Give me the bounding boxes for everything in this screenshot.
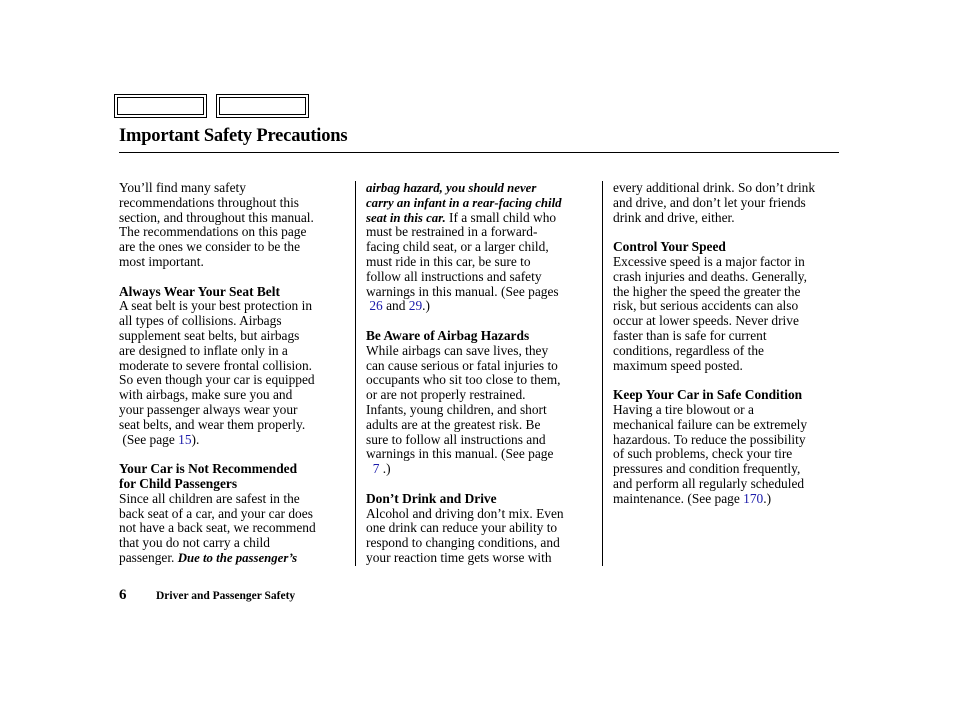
text-line: seat in this car. If a small child who xyxy=(366,209,557,225)
column-3 xyxy=(613,181,845,507)
text-line: must ride in this car, be sure to xyxy=(366,253,531,269)
text-line: occur at lower speeds. Never drive xyxy=(613,313,799,329)
section-heading-child-passengers: Your Car is Not Recommended xyxy=(119,461,298,477)
text-line: or are not properly restrained. xyxy=(366,387,526,403)
emphasis-text: seat in this car. xyxy=(366,210,446,225)
page-link-29[interactable]: 29 xyxy=(408,298,423,314)
page-link-15[interactable]: 15 xyxy=(178,431,192,447)
page-link-7[interactable]: 7 xyxy=(372,461,380,477)
emphasis-text: airbag hazard, you should never xyxy=(366,181,537,195)
text-line: crash injuries and deaths. Generally, xyxy=(613,268,807,284)
text-line: supplement seat belts, but airbags xyxy=(119,327,300,343)
safe-condition-paragraph xyxy=(613,403,845,507)
text-line: one drink can reduce your ability to xyxy=(366,520,558,536)
airbag-paragraph xyxy=(366,344,598,477)
drink-drive-paragraph xyxy=(366,507,598,566)
section-heading-safe-condition: Keep Your Car in Safe Condition xyxy=(613,387,803,403)
text-line: seat belts, and wear them properly. xyxy=(119,416,306,432)
section-heading-airbag-hazards: Be Aware of Airbag Hazards xyxy=(366,327,530,343)
page-link-26[interactable]: 26 xyxy=(369,298,383,314)
text-line: that you do not carry a child xyxy=(119,535,270,551)
page-number: 6 xyxy=(119,587,127,603)
text-line: are designed to inflate only in a xyxy=(119,342,288,358)
text-line: warnings in this manual. (See page xyxy=(366,446,554,462)
page-link-170[interactable]: 170 xyxy=(743,490,764,506)
text-line: occupants who sit too close to them, xyxy=(366,372,561,388)
text-line: drink and drive, either. xyxy=(613,209,735,225)
section-footer-label: Driver and Passenger Safety xyxy=(156,590,296,602)
intro-paragraph xyxy=(119,181,351,270)
see-page-reference: 26 and 29.) xyxy=(369,298,430,314)
text-line: Infants, young children, and short xyxy=(366,401,547,417)
text-line: not have a back seat, we recommend xyxy=(119,520,316,536)
text-line: You’ll find many safety xyxy=(119,180,246,195)
text-line: Since all children are safest in the xyxy=(119,490,300,506)
text-line: conditions, regardless of the xyxy=(613,342,764,358)
text-line: The recommendations on this page xyxy=(119,224,307,240)
text-line: every additional drink. So don’t drink xyxy=(613,180,816,195)
see-page-reference: 7 .) xyxy=(372,461,391,477)
text-line: While airbags can save lives, they xyxy=(366,342,549,358)
page-title: Important Safety Precautions xyxy=(119,126,348,146)
text-line: follow all instructions and safety xyxy=(366,268,542,284)
text-line: the higher the speed the greater the xyxy=(613,283,801,299)
text-line: passenger. Due to the passenger’s xyxy=(119,549,298,565)
section-heading-child-passengers-cont: for Child Passengers xyxy=(119,475,238,491)
text-line: Excessive speed is a major factor in xyxy=(613,253,805,269)
text-line: Having a tire blowout or a xyxy=(613,401,754,417)
text-line: of such problems, check your tire xyxy=(613,446,793,462)
column-divider xyxy=(355,181,356,566)
text-line: can cause serious or fatal injuries to xyxy=(366,357,558,373)
text-line: back seat of a car, and your car does xyxy=(119,505,313,521)
section-heading-seat-belt: Always Wear Your Seat Belt xyxy=(119,283,280,299)
seat-belt-paragraph xyxy=(119,299,351,447)
drink-drive-continued xyxy=(613,181,845,225)
text-line: So even though your car is equipped xyxy=(119,372,315,388)
text-line: moderate to severe frontal collision. xyxy=(119,357,312,373)
column-divider xyxy=(602,181,603,566)
section-heading-control-speed: Control Your Speed xyxy=(613,239,726,255)
nav-tab-previous[interactable] xyxy=(114,94,207,118)
column-2 xyxy=(366,181,598,566)
text-line: hazardous. To reduce the possibility xyxy=(613,431,806,447)
text-line: recommendations throughout this xyxy=(119,194,300,210)
see-page-reference: maintenance. (See page 170.) xyxy=(613,490,772,506)
section-heading-drink-drive: Don’t Drink and Drive xyxy=(366,490,497,506)
column-1 xyxy=(119,181,351,566)
text-line: your passenger always wear your xyxy=(119,401,298,417)
title-divider xyxy=(119,152,839,153)
text-line: with airbags, make sure you and xyxy=(119,387,293,403)
emphasis-text: Due to the passenger’s xyxy=(177,550,298,565)
text-line: faster than is safe for current xyxy=(613,327,767,343)
child-passengers-paragraph xyxy=(119,492,351,566)
see-page-reference: (See page 15). xyxy=(122,431,200,447)
nav-tab-next[interactable] xyxy=(216,94,309,118)
text-line: mechanical failure can be extremely xyxy=(613,416,808,432)
text-line: and drive, and don’t let your friends xyxy=(613,194,806,210)
text-line: and perform all regularly scheduled xyxy=(613,475,805,491)
text-line: most important. xyxy=(119,253,204,269)
text-line: A seat belt is your best protection in xyxy=(119,298,313,314)
emphasis-text: carry an infant in a rear-facing child xyxy=(366,195,562,210)
text-line: section, and throughout this manual. xyxy=(119,209,314,225)
text-line: warnings in this manual. (See pages xyxy=(366,283,559,299)
text-line: facing child seat, or a larger child, xyxy=(366,239,549,255)
text-line: all types of collisions. Airbags xyxy=(119,313,282,329)
speed-paragraph xyxy=(613,255,845,373)
text-line: sure to follow all instructions and xyxy=(366,431,546,447)
text-line: respond to changing conditions, and xyxy=(366,535,560,551)
text-line: your reaction time gets worse with xyxy=(366,549,552,565)
text-line: are the ones we consider to be the xyxy=(119,239,301,255)
text-line: Alcohol and driving don’t mix. Even xyxy=(366,505,564,521)
text-line: pressures and condition frequently, xyxy=(613,461,801,477)
text-line: maximum speed posted. xyxy=(613,357,743,373)
text-line: risk, but serious accidents can also xyxy=(613,298,799,314)
text-line: adults are at the greatest risk. Be xyxy=(366,416,541,432)
text-line: must be restrained in a forward- xyxy=(366,224,538,240)
